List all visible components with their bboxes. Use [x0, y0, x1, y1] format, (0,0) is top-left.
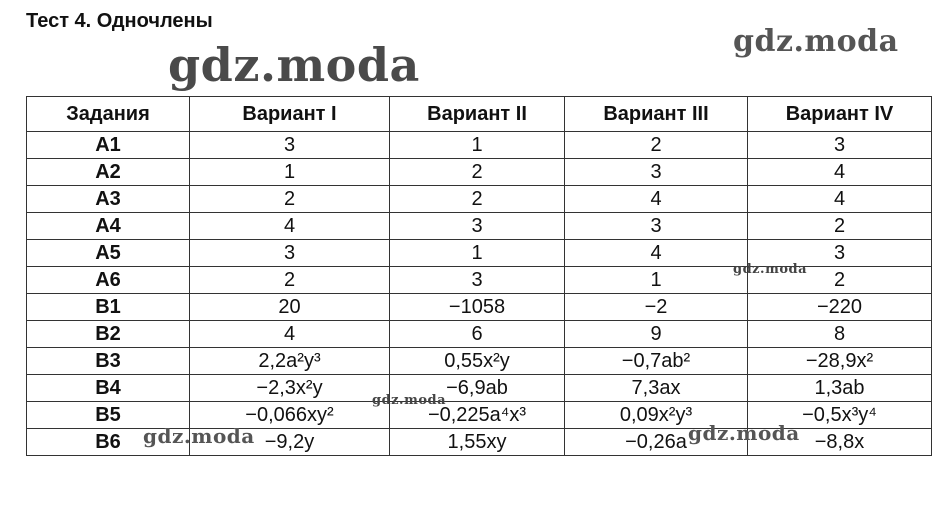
answer-cell: 4: [565, 240, 748, 267]
page-title: Тест 4. Одночлены: [26, 10, 213, 32]
task-cell: A3: [27, 186, 190, 213]
answer-cell: 2: [748, 267, 932, 294]
answer-cell: 4: [748, 159, 932, 186]
watermark-logo: gdz.moda: [372, 393, 447, 408]
task-cell: A1: [27, 132, 190, 159]
answer-cell: −0,066xy²: [190, 402, 390, 429]
answer-cell: 9: [565, 321, 748, 348]
task-cell: B5: [27, 402, 190, 429]
answer-cell: 4: [190, 321, 390, 348]
header-row: [27, 97, 932, 132]
answer-cell: 8: [748, 321, 932, 348]
answer-cell: 2: [190, 186, 390, 213]
table-row: [27, 132, 932, 159]
table-row: [27, 159, 932, 186]
watermark-logo: gdz.moda: [733, 262, 808, 277]
watermark-logo: gdz.moda: [733, 24, 899, 59]
answer-cell: 1,55xy: [390, 429, 565, 456]
task-cell: B4: [27, 375, 190, 402]
answer-cell: 2: [748, 213, 932, 240]
column-header-variant-1: Вариант I: [190, 97, 390, 132]
answer-cell: 1: [390, 240, 565, 267]
answer-cell: −8,8x: [748, 429, 932, 456]
answer-cell: 1,3ab: [748, 375, 932, 402]
answer-cell: −0,225a⁴x³: [390, 402, 565, 429]
table-row: [27, 375, 932, 402]
answer-cell: 3: [190, 240, 390, 267]
column-header-variant-4: Вариант IV: [748, 97, 932, 132]
answer-cell: −0,26a: [565, 429, 748, 456]
answer-cell: 2: [390, 159, 565, 186]
answer-cell: −9,2y: [190, 429, 390, 456]
task-cell: B1: [27, 294, 190, 321]
table-row: [27, 348, 932, 375]
answer-cell: 1: [565, 267, 748, 294]
answer-cell: −28,9x²: [748, 348, 932, 375]
answer-cell: 0,09x²y³: [565, 402, 748, 429]
task-cell: A5: [27, 240, 190, 267]
answer-cell: 2: [190, 267, 390, 294]
answer-cell: −0,7ab²: [565, 348, 748, 375]
answer-cell: −2: [565, 294, 748, 321]
answer-cell: 3: [748, 132, 932, 159]
answer-cell: −1058: [390, 294, 565, 321]
answer-cell: 4: [748, 186, 932, 213]
table-row: [27, 321, 932, 348]
column-header-variant-3: Вариант III: [565, 97, 748, 132]
answer-cell: −2,3x²y: [190, 375, 390, 402]
answer-cell: 3: [390, 213, 565, 240]
answer-cell: 1: [390, 132, 565, 159]
column-header-tasks: Задания: [27, 97, 190, 132]
answer-cell: 2: [565, 132, 748, 159]
task-cell: A4: [27, 213, 190, 240]
watermark-logo: gdz.moda: [168, 38, 420, 92]
answer-cell: 7,3ax: [565, 375, 748, 402]
table-row: [27, 186, 932, 213]
table-row: [27, 213, 932, 240]
answer-cell: 3: [390, 267, 565, 294]
answer-cell: 2: [390, 186, 565, 213]
answer-cell: 3: [748, 240, 932, 267]
answer-cell: 6: [390, 321, 565, 348]
answer-cell: −0,5x³y⁴: [748, 402, 932, 429]
watermark-logo: gdz.moda: [688, 421, 800, 445]
answer-cell: −6,9ab: [390, 375, 565, 402]
answer-cell: 2,2a²y³: [190, 348, 390, 375]
table-row: [27, 294, 932, 321]
task-cell: B3: [27, 348, 190, 375]
task-cell: B6: [27, 429, 190, 456]
answer-cell: −220: [748, 294, 932, 321]
answer-cell: 3: [190, 132, 390, 159]
answer-cell: 4: [190, 213, 390, 240]
task-cell: A2: [27, 159, 190, 186]
task-cell: A6: [27, 267, 190, 294]
column-header-variant-2: Вариант II: [390, 97, 565, 132]
answer-cell: 1: [190, 159, 390, 186]
answer-cell: 3: [565, 159, 748, 186]
answer-cell: 0,55x²y: [390, 348, 565, 375]
answer-cell: 20: [190, 294, 390, 321]
task-cell: B2: [27, 321, 190, 348]
answer-cell: 4: [565, 186, 748, 213]
answer-cell: 3: [565, 213, 748, 240]
watermark-logo: gdz.moda: [143, 424, 255, 448]
